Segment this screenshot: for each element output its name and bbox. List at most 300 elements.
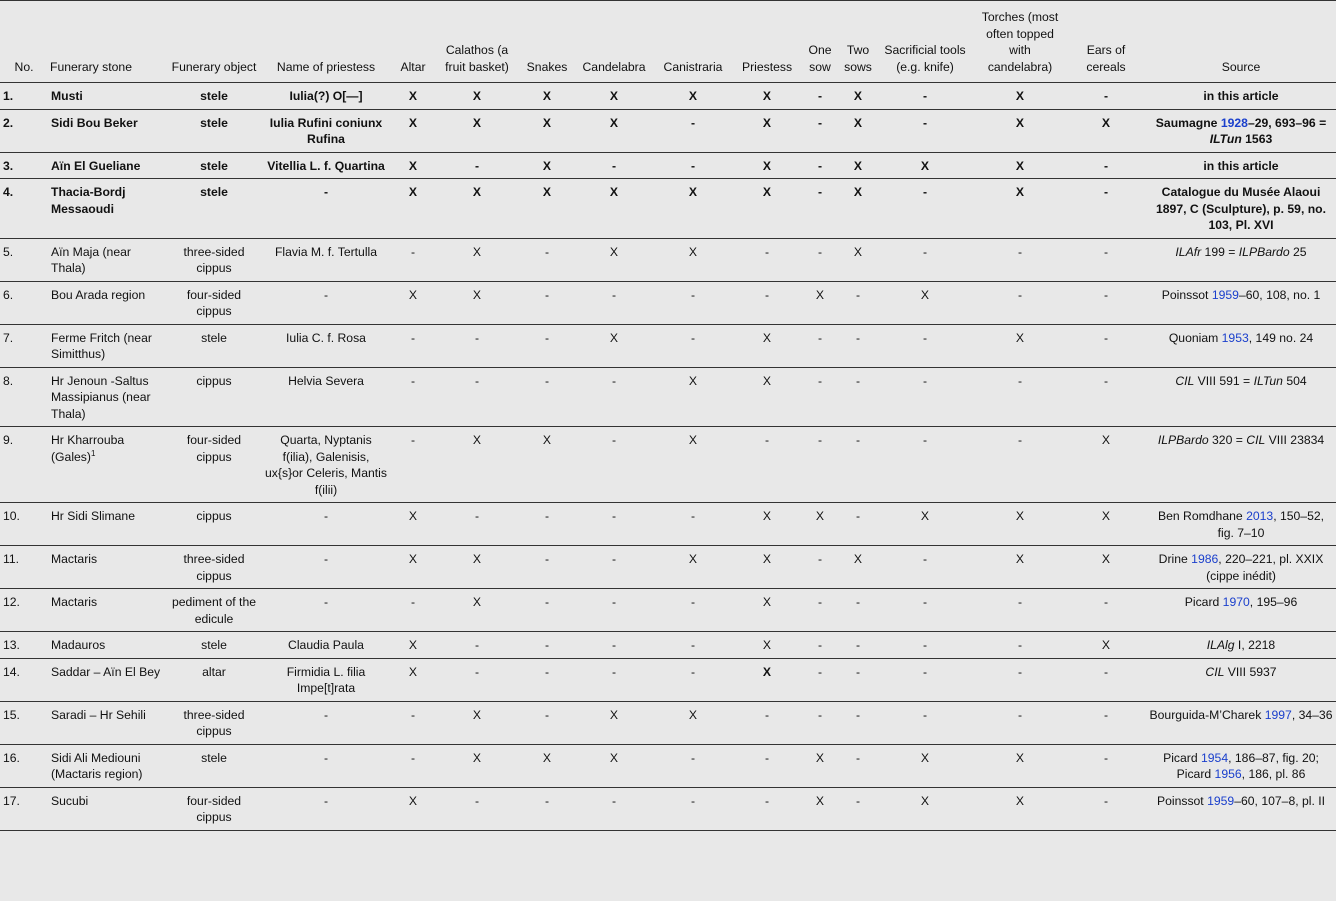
cell-text: -	[544, 509, 550, 523]
source-text: , 34–36	[1291, 707, 1333, 722]
source-text: in this article	[1203, 158, 1279, 173]
table-row	[0, 152, 1336, 179]
table-cell-tools	[876, 658, 974, 701]
table-cell-no	[0, 109, 48, 152]
source-text: 504	[1282, 373, 1307, 388]
table-cell-candelabra	[576, 367, 652, 427]
table-cell-one-sow	[800, 83, 840, 110]
cell-text: -	[611, 793, 617, 808]
source-text: 199 =	[1201, 244, 1239, 259]
table-cell-object	[166, 701, 262, 744]
table-row	[0, 324, 1336, 367]
table-cell-candelabra	[576, 109, 652, 152]
cell-text: Sidi Bou Beker	[51, 115, 138, 130]
cell-text: four-sided cippus	[186, 433, 242, 464]
cell-text: -	[1103, 287, 1109, 302]
cell-text: X	[920, 509, 930, 523]
table-cell-torches	[974, 238, 1066, 281]
cell-text: three-sided cippus	[183, 552, 245, 583]
table-cell-torches	[974, 324, 1066, 367]
cell-text: X	[472, 750, 482, 765]
cell-text: -	[817, 158, 823, 173]
header-cell: Funerary stone	[48, 1, 166, 83]
cell-text: -	[611, 595, 617, 609]
cell-text: -	[410, 750, 416, 765]
citation-year-link[interactable]: 1928	[1220, 115, 1248, 130]
cell-text: -	[817, 330, 823, 345]
table-row	[0, 238, 1336, 281]
table-cell-object	[166, 238, 262, 281]
source-text: VIII 23834	[1265, 433, 1325, 447]
table-cell-calathos	[436, 503, 518, 546]
table-cell-altar	[390, 427, 436, 503]
table-cell-canistraria	[652, 109, 734, 152]
table-cell-torches	[974, 152, 1066, 179]
table-cell-no	[0, 701, 48, 744]
source-text: I, 2218	[1234, 638, 1276, 652]
table-cell-altar	[390, 701, 436, 744]
table-cell-no	[0, 238, 48, 281]
cell-text: X	[408, 793, 418, 808]
citation-year-link[interactable]: 2013	[1246, 509, 1274, 523]
cell-text: X	[609, 89, 619, 103]
cell-text: 12.	[3, 595, 20, 609]
table-cell-object	[166, 503, 262, 546]
cell-text: -	[544, 638, 550, 652]
table-cell-source	[1146, 658, 1336, 701]
table-cell-torches	[974, 787, 1066, 830]
cell-text: X	[853, 115, 863, 130]
cell-text: -	[323, 595, 329, 609]
table-cell-tools	[876, 238, 974, 281]
cell-text: X	[408, 552, 418, 566]
cell-text: X	[762, 552, 772, 566]
table-cell-two-sows	[840, 589, 876, 632]
table-cell-name	[262, 546, 390, 589]
cell-text: 1.	[3, 89, 14, 103]
table-cell-stone	[48, 179, 166, 239]
cell-text: -	[922, 89, 928, 103]
table-cell-no	[0, 427, 48, 503]
cell-text: X	[762, 638, 772, 652]
cell-text: Aïn El Gueliane	[51, 158, 141, 173]
cell-text: -	[474, 158, 480, 173]
cell-text: -	[817, 244, 823, 259]
table-cell-ears	[1066, 367, 1146, 427]
cell-text: X	[815, 509, 825, 523]
cell-text: Claudia Paula	[288, 638, 364, 652]
cell-text: -	[922, 595, 928, 609]
cell-text: X	[688, 89, 698, 103]
table-cell-stone	[48, 238, 166, 281]
cell-text: -	[817, 185, 823, 199]
table-cell-one-sow	[800, 744, 840, 787]
table-row	[0, 787, 1336, 830]
table-cell-source	[1146, 503, 1336, 546]
source-text: 320 =	[1208, 433, 1247, 447]
table-cell-object	[166, 744, 262, 787]
table-cell-object	[166, 83, 262, 110]
cell-text: -	[1103, 750, 1109, 765]
table-row	[0, 83, 1336, 110]
table-cell-ears	[1066, 109, 1146, 152]
cell-text: X	[472, 552, 482, 566]
table-cell-snakes	[518, 179, 576, 239]
table-cell-priestess	[734, 787, 800, 830]
table-cell-two-sows	[840, 658, 876, 701]
cell-text: -	[323, 185, 329, 199]
table-row	[0, 701, 1336, 744]
table-cell-source	[1146, 83, 1336, 110]
cell-text: X	[542, 158, 552, 173]
table-cell-snakes	[518, 744, 576, 787]
header-cell: Torches (most often topped with candelabra)	[974, 1, 1066, 83]
cell-text: altar	[202, 664, 226, 679]
cell-text: -	[611, 664, 617, 679]
cell-text: Iulia(?) O[—]	[289, 89, 363, 103]
cell-text: X	[688, 373, 698, 388]
cell-text: -	[544, 244, 550, 259]
cell-text: -	[323, 287, 329, 302]
table-cell-no	[0, 503, 48, 546]
table-cell-no	[0, 744, 48, 787]
table-cell-candelabra	[576, 281, 652, 324]
cell-text: -	[1017, 707, 1023, 722]
citation-year-link[interactable]: 1959	[1207, 793, 1235, 808]
table-cell-torches	[974, 281, 1066, 324]
cell-text: X	[762, 89, 772, 103]
table-cell-source	[1146, 701, 1336, 744]
cell-text: X	[1101, 638, 1111, 652]
cell-text: -	[817, 433, 823, 447]
cell-text: -	[544, 664, 550, 679]
cell-text: 5.	[3, 244, 14, 259]
table-cell-stone	[48, 589, 166, 632]
citation-year-link[interactable]: 1953	[1221, 330, 1249, 345]
table-cell-ears	[1066, 744, 1146, 787]
table-cell-source	[1146, 589, 1336, 632]
cell-text: -	[690, 595, 696, 609]
table-cell-snakes	[518, 658, 576, 701]
table-row	[0, 109, 1336, 152]
table-cell-one-sow	[800, 546, 840, 589]
table-cell-calathos	[436, 658, 518, 701]
table-cell-candelabra	[576, 83, 652, 110]
source-text: VIII 5937	[1224, 664, 1277, 679]
cell-text: -	[1103, 664, 1109, 679]
cell-text: -	[690, 330, 696, 345]
cell-text: -	[544, 552, 550, 566]
cell-text: 8.	[3, 373, 14, 388]
table-cell-candelabra	[576, 658, 652, 701]
table-cell-two-sows	[840, 787, 876, 830]
table-row	[0, 744, 1336, 787]
table-cell-altar	[390, 632, 436, 659]
source-text: –60, 107–8, pl. II	[1234, 793, 1326, 808]
cell-text: -	[922, 552, 928, 566]
table-cell-name	[262, 701, 390, 744]
table-cell-one-sow	[800, 238, 840, 281]
source-text: in this article	[1203, 89, 1279, 103]
cell-text: Hr Sidi Slimane	[51, 509, 135, 523]
table-cell-canistraria	[652, 324, 734, 367]
footnote-marker[interactable]: 1	[90, 448, 96, 458]
table-cell-candelabra	[576, 546, 652, 589]
table-cell-candelabra	[576, 589, 652, 632]
cell-text: -	[611, 638, 617, 652]
cell-text: -	[855, 707, 861, 722]
cell-text: -	[690, 509, 696, 523]
cell-text: Saradi – Hr Sehili	[51, 707, 146, 722]
table-cell-name	[262, 427, 390, 503]
citation-year-link[interactable]: 1959	[1211, 287, 1239, 302]
cell-text: -	[690, 287, 696, 302]
cell-text: 14.	[3, 664, 20, 679]
cell-text: pediment of the edicule	[171, 595, 256, 626]
table-cell-name	[262, 367, 390, 427]
table-cell-tools	[876, 109, 974, 152]
cell-text: X	[920, 750, 930, 765]
table-cell-canistraria	[652, 546, 734, 589]
cell-text: Mactaris	[51, 552, 98, 566]
cell-text: 10.	[3, 509, 20, 523]
cell-text: X	[853, 185, 863, 199]
table-cell-object	[166, 589, 262, 632]
cell-text: -	[817, 638, 823, 652]
table-cell-stone	[48, 152, 166, 179]
citation-year-link[interactable]: 1954	[1201, 750, 1229, 765]
header-cell: Snakes	[518, 1, 576, 83]
cell-text: Mactaris	[51, 595, 98, 609]
table-cell-canistraria	[652, 238, 734, 281]
cell-text: -	[764, 433, 770, 447]
table-row	[0, 589, 1336, 632]
source-text: Bourguida-M’Charek	[1149, 707, 1265, 722]
source-abbrev: ILAfr	[1175, 244, 1202, 259]
table-cell-source	[1146, 281, 1336, 324]
table-cell-priestess	[734, 238, 800, 281]
table-cell-name	[262, 238, 390, 281]
table-cell-candelabra	[576, 238, 652, 281]
table-cell-altar	[390, 83, 436, 110]
cell-text: 2.	[3, 115, 14, 130]
cell-text: X	[609, 750, 619, 765]
cell-text: -	[1017, 373, 1023, 388]
table-cell-torches	[974, 179, 1066, 239]
cell-text: X	[853, 158, 863, 173]
cell-text: -	[1017, 638, 1023, 652]
header-cell: Name of priestess	[262, 1, 390, 83]
cell-text: -	[1103, 595, 1109, 609]
source-text: , 149 no. 24	[1248, 330, 1314, 345]
table-cell-calathos	[436, 701, 518, 744]
table-cell-object	[166, 179, 262, 239]
table-cell-source	[1146, 546, 1336, 589]
cell-text: stele	[201, 330, 227, 345]
table-cell-object	[166, 324, 262, 367]
table-cell-calathos	[436, 238, 518, 281]
table-cell-ears	[1066, 701, 1146, 744]
cell-text: -	[855, 595, 861, 609]
cell-text: X	[1015, 552, 1025, 566]
cell-text: Quarta, Nyptanis f(ilia), Galenisis, ux{s}or Celeris, Mantis f(ilii)	[265, 433, 387, 497]
table-cell-priestess	[734, 109, 800, 152]
cell-text: -	[922, 373, 928, 388]
cell-text: X	[1015, 330, 1025, 345]
table-cell-torches	[974, 589, 1066, 632]
table-cell-torches	[974, 701, 1066, 744]
cell-text: -	[855, 373, 861, 388]
table-cell-stone	[48, 546, 166, 589]
cell-text: X	[815, 287, 825, 302]
cell-text: Iulia Rufini coniunx Rufina	[269, 115, 383, 146]
table-cell-name	[262, 744, 390, 787]
cell-text: -	[922, 330, 928, 345]
cell-text: -	[1017, 244, 1023, 259]
cell-text: -	[817, 89, 823, 103]
cell-text: four-sided cippus	[186, 287, 242, 318]
table-row	[0, 281, 1336, 324]
table-cell-ears	[1066, 152, 1146, 179]
table-row	[0, 367, 1336, 427]
table-cell-object	[166, 109, 262, 152]
source-abbrev: ILAlg	[1206, 638, 1235, 652]
citation-year-link[interactable]: 1986	[1191, 552, 1219, 566]
cell-text: stele	[201, 638, 227, 652]
cell-text: three-sided cippus	[183, 244, 245, 275]
table-cell-two-sows	[840, 632, 876, 659]
table-cell-tools	[876, 701, 974, 744]
table-cell-snakes	[518, 109, 576, 152]
table-cell-altar	[390, 281, 436, 324]
header-cell: Funerary object	[166, 1, 262, 83]
cell-text: X	[762, 373, 772, 388]
cell-text: -	[817, 664, 823, 679]
cell-text: -	[922, 433, 928, 447]
table-cell-two-sows	[840, 701, 876, 744]
cell-text: X	[1015, 115, 1025, 130]
source-abbrev: ILPBardo	[1238, 244, 1290, 259]
table-cell-two-sows	[840, 152, 876, 179]
table-cell-snakes	[518, 546, 576, 589]
table-cell-tools	[876, 546, 974, 589]
cell-text: -	[690, 750, 696, 765]
cell-text: stele	[201, 750, 227, 765]
cell-text: -	[817, 373, 823, 388]
cell-text: X	[762, 664, 772, 679]
table-cell-one-sow	[800, 787, 840, 830]
source-abbrev: ILTun	[1209, 132, 1242, 146]
table-cell-candelabra	[576, 179, 652, 239]
table-cell-snakes	[518, 238, 576, 281]
table-cell-source	[1146, 787, 1336, 830]
cell-text: X	[408, 287, 418, 302]
cell-text: -	[855, 638, 861, 652]
table-cell-tools	[876, 152, 974, 179]
header-cell: Calathos (a fruit basket)	[436, 1, 518, 83]
cell-text: X	[609, 707, 619, 722]
table-cell-priestess	[734, 589, 800, 632]
table-cell-source	[1146, 744, 1336, 787]
table-cell-calathos	[436, 787, 518, 830]
cell-text: X	[1015, 89, 1025, 103]
citation-year-link[interactable]: 1997	[1264, 707, 1292, 722]
table-cell-altar	[390, 658, 436, 701]
table-cell-no	[0, 324, 48, 367]
cell-text: -	[1103, 185, 1109, 199]
table-cell-object	[166, 427, 262, 503]
cell-text: -	[1017, 595, 1023, 609]
cell-text: X	[609, 330, 619, 345]
table-cell-torches	[974, 744, 1066, 787]
cell-text: -	[474, 638, 480, 652]
cell-text: -	[690, 638, 696, 652]
table-cell-torches	[974, 503, 1066, 546]
cell-text: X	[762, 509, 772, 523]
cell-text: -	[323, 707, 329, 722]
cell-text: X	[1101, 433, 1111, 447]
cell-text: Firmidia L. filia Impe[t]rata	[286, 664, 366, 695]
table-cell-ears	[1066, 632, 1146, 659]
table-cell-tools	[876, 427, 974, 503]
cell-text: -	[611, 158, 617, 173]
cell-text: -	[544, 595, 550, 609]
header-cell: One sow	[800, 1, 840, 83]
cell-text: -	[922, 664, 928, 679]
cell-text: -	[817, 552, 823, 566]
table-cell-canistraria	[652, 427, 734, 503]
table-cell-two-sows	[840, 367, 876, 427]
cell-text: four-sided cippus	[186, 793, 242, 824]
table-cell-snakes	[518, 589, 576, 632]
cell-text: X	[542, 433, 552, 447]
cell-text: X	[609, 244, 619, 259]
table-cell-name	[262, 109, 390, 152]
table-cell-object	[166, 632, 262, 659]
table-cell-torches	[974, 427, 1066, 503]
table-cell-ears	[1066, 658, 1146, 701]
citation-year-link[interactable]: 1956	[1214, 767, 1242, 781]
cell-text: X	[762, 158, 772, 173]
table-cell-one-sow	[800, 589, 840, 632]
cell-text: -	[544, 287, 550, 302]
table-cell-stone	[48, 744, 166, 787]
citation-year-link[interactable]: 1970	[1222, 595, 1250, 609]
header-row	[0, 1, 1336, 83]
cell-text: -	[611, 287, 617, 302]
table-cell-ears	[1066, 427, 1146, 503]
table-cell-ears	[1066, 787, 1146, 830]
table-cell-one-sow	[800, 632, 840, 659]
cell-text: X	[688, 185, 698, 199]
source-abbrev: ILPBardo	[1157, 433, 1209, 447]
header-cell: Priestess	[734, 1, 800, 83]
table-cell-candelabra	[576, 427, 652, 503]
cell-text: -	[474, 330, 480, 345]
cell-text: X	[1015, 750, 1025, 765]
header-cell: Source	[1146, 1, 1336, 83]
cell-text: Musti	[51, 89, 83, 103]
table-cell-one-sow	[800, 109, 840, 152]
table-cell-name	[262, 281, 390, 324]
table-cell-no	[0, 179, 48, 239]
table-cell-priestess	[734, 83, 800, 110]
cell-text: -	[690, 793, 696, 808]
cell-text: -	[1017, 433, 1023, 447]
table-cell-one-sow	[800, 701, 840, 744]
table-cell-source	[1146, 324, 1336, 367]
table-cell-tools	[876, 787, 974, 830]
